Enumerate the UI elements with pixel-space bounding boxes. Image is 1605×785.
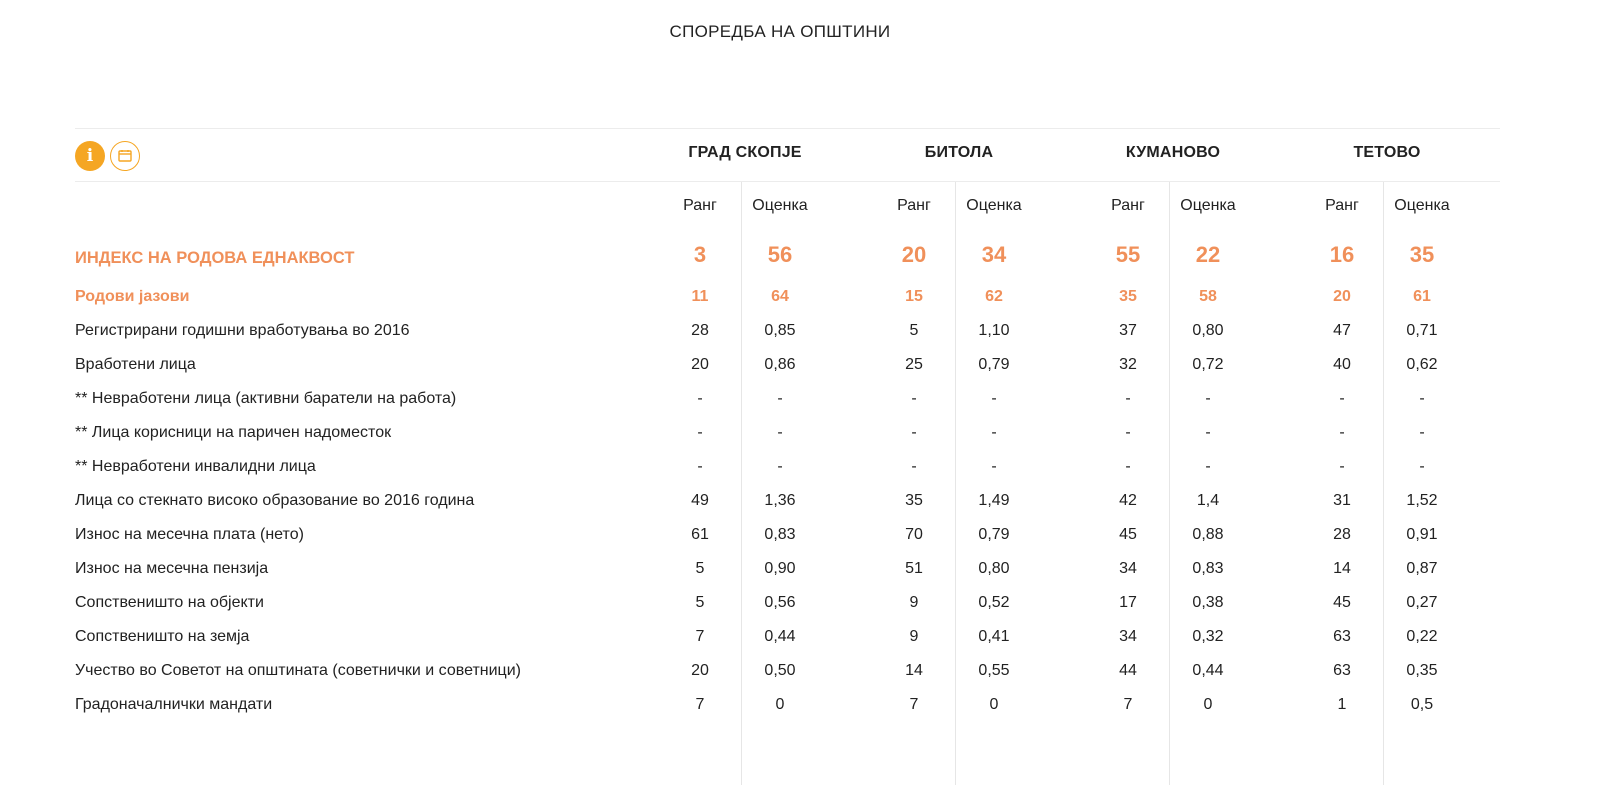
rank-cell: 20: [901, 242, 927, 267]
rank-cell: 1: [1337, 696, 1347, 713]
score-cell: 0,35: [1406, 662, 1438, 679]
rank-cell: -: [911, 390, 917, 407]
rank-cell: -: [911, 424, 917, 441]
row-label: Градоначалнички мандати: [75, 696, 273, 713]
rank-cell: 7: [695, 628, 705, 645]
score-cell: 1,4: [1196, 492, 1220, 509]
municipality-header[interactable]: ГРАД СКОПЈЕ: [688, 144, 802, 161]
rank-cell: 25: [905, 356, 923, 373]
rank-cell: -: [1125, 424, 1131, 441]
rank-cell: 34: [1119, 560, 1137, 577]
header-divider-bottom: [75, 181, 1500, 182]
score-cell: 0,72: [1192, 356, 1224, 373]
rank-cell: 7: [909, 696, 919, 713]
score-cell: -: [991, 458, 997, 475]
rank-cell: -: [1125, 458, 1131, 475]
column-divider: [1383, 182, 1384, 785]
row-label: ** Лица корисници на паричен надоместок: [75, 424, 392, 441]
score-cell: 0,56: [764, 594, 796, 611]
rank-cell: 40: [1333, 356, 1351, 373]
column-divider: [955, 182, 956, 785]
header-divider-top: [75, 128, 1500, 129]
row-label: Регистрирани годишни вработувања во 2016: [75, 322, 410, 339]
score-cell: 0,52: [978, 594, 1010, 611]
score-cell: 0,32: [1192, 628, 1224, 645]
score-cell: -: [991, 424, 997, 441]
rank-cell: 35: [1119, 288, 1137, 305]
rank-cell: 5: [695, 594, 705, 611]
score-cell: 0,79: [978, 526, 1010, 543]
row-label: ** Невработени инвалидни лица: [75, 458, 316, 475]
rank-cell: -: [697, 390, 703, 407]
score-cell: -: [1205, 424, 1211, 441]
rank-cell: -: [697, 424, 703, 441]
rank-cell: 20: [1333, 288, 1351, 305]
score-cell: 0,44: [1192, 662, 1224, 679]
rank-cell: 14: [1333, 560, 1351, 577]
rank-cell: 63: [1333, 662, 1351, 679]
rank-cell: 7: [695, 696, 705, 713]
rank-cell: 20: [691, 356, 709, 373]
score-cell: 0,62: [1406, 356, 1438, 373]
rank-cell: -: [1339, 458, 1345, 475]
info-icon: i: [86, 146, 94, 166]
score-cell: -: [1205, 390, 1211, 407]
municipality-header[interactable]: КУМАНОВО: [1125, 144, 1221, 161]
rank-cell: -: [1125, 390, 1131, 407]
row-label: Сопственишто на објекти: [75, 594, 264, 611]
score-cell: 58: [1199, 288, 1217, 305]
score-cell: -: [1205, 458, 1211, 475]
score-cell: 61: [1413, 288, 1431, 305]
score-cell: 1,10: [978, 322, 1010, 339]
rank-header: Ранг: [1325, 197, 1359, 214]
rank-cell: 45: [1119, 526, 1137, 543]
score-cell: 0,88: [1192, 526, 1224, 543]
rank-cell: 63: [1333, 628, 1351, 645]
score-cell: 0,83: [764, 526, 796, 543]
score-cell: -: [1419, 390, 1425, 407]
rank-cell: -: [911, 458, 917, 475]
rank-cell: 42: [1119, 492, 1137, 509]
row-label: Лица со стекнато високо образование во 2016 година: [75, 492, 475, 509]
score-cell: 1,52: [1406, 492, 1438, 509]
municipality-header[interactable]: БИТОЛА: [924, 144, 994, 161]
score-header: Оценка: [966, 197, 1022, 214]
column-divider: [741, 182, 742, 785]
score-cell: 0,41: [978, 628, 1010, 645]
score-cell: 0: [775, 696, 785, 713]
score-header: Оценка: [752, 197, 808, 214]
rank-cell: 3: [693, 242, 707, 267]
rank-cell: 20: [691, 662, 709, 679]
score-cell: -: [991, 390, 997, 407]
rank-cell: 37: [1119, 322, 1137, 339]
score-cell: 0,27: [1406, 594, 1438, 611]
score-cell: 0,50: [764, 662, 796, 679]
row-label: Вработени лица: [75, 356, 196, 373]
rank-cell: -: [1339, 424, 1345, 441]
rank-cell: 55: [1115, 242, 1141, 267]
score-cell: 0,44: [764, 628, 796, 645]
score-cell: 1,36: [764, 492, 796, 509]
row-label[interactable]: Родови јазови: [75, 288, 190, 305]
rank-cell: 15: [905, 288, 923, 305]
row-label: Сопственишто на земја: [75, 628, 250, 645]
score-cell: 0,85: [764, 322, 796, 339]
score-cell: 0,79: [978, 356, 1010, 373]
row-label: Учество во Советот на општината (советнички и советници): [75, 662, 521, 679]
score-cell: 34: [981, 242, 1007, 267]
rank-cell: 61: [691, 526, 709, 543]
score-cell: -: [777, 424, 783, 441]
rank-cell: 35: [905, 492, 923, 509]
score-cell: 0,91: [1406, 526, 1438, 543]
row-label: ** Невработени лица (активни баратели на работа): [75, 390, 457, 407]
score-cell: 62: [985, 288, 1003, 305]
score-cell: 35: [1409, 242, 1435, 267]
rank-cell: 14: [905, 662, 923, 679]
score-cell: 0,80: [978, 560, 1010, 577]
rank-cell: 11: [691, 288, 709, 305]
rank-cell: 17: [1119, 594, 1137, 611]
score-cell: -: [777, 390, 783, 407]
rank-cell: 32: [1119, 356, 1137, 373]
score-cell: -: [1419, 424, 1425, 441]
rank-cell: 5: [695, 560, 705, 577]
info-button[interactable]: [75, 141, 105, 171]
score-cell: 0,55: [978, 662, 1010, 679]
rank-cell: 34: [1119, 628, 1137, 645]
score-cell: 1,49: [978, 492, 1010, 509]
score-cell: 0,71: [1406, 322, 1438, 339]
score-cell: -: [777, 458, 783, 475]
score-cell: 0: [1203, 696, 1213, 713]
calendar-icon: [118, 149, 132, 163]
score-cell: -: [1419, 458, 1425, 475]
score-cell: 0,83: [1192, 560, 1224, 577]
score-header: Оценка: [1180, 197, 1236, 214]
rank-cell: 45: [1333, 594, 1351, 611]
score-cell: 0,5: [1410, 696, 1434, 713]
rank-cell: 9: [909, 594, 919, 611]
rank-cell: -: [1339, 390, 1345, 407]
column-divider: [1169, 182, 1170, 785]
score-cell: 0: [989, 696, 999, 713]
rank-cell: -: [697, 458, 703, 475]
score-cell: 0,87: [1406, 560, 1438, 577]
rank-header: Ранг: [683, 197, 717, 214]
rank-cell: 47: [1333, 322, 1351, 339]
score-cell: 0,38: [1192, 594, 1224, 611]
rank-cell: 28: [691, 322, 709, 339]
rank-cell: 44: [1119, 662, 1137, 679]
score-cell: 0,80: [1192, 322, 1224, 339]
rank-header: Ранг: [1111, 197, 1145, 214]
calendar-button[interactable]: [110, 141, 140, 171]
score-cell: 64: [771, 288, 789, 305]
rank-cell: 70: [905, 526, 923, 543]
rank-cell: 28: [1333, 526, 1351, 543]
rank-header: Ранг: [897, 197, 931, 214]
row-label: Износ на месечна пензија: [75, 560, 269, 577]
rank-cell: 16: [1329, 242, 1355, 267]
page-title: СПОРЕДБА НА ОПШТИНИ: [669, 22, 891, 41]
rank-cell: 51: [905, 560, 923, 577]
row-label: Износ на месечна плата (нето): [75, 526, 304, 543]
score-cell: 56: [767, 242, 793, 267]
score-cell: 0,90: [764, 560, 796, 577]
row-label[interactable]: ИНДЕКС НА РОДОВА ЕДНАКВОСТ: [75, 249, 355, 267]
rank-cell: 5: [909, 322, 919, 339]
rank-cell: 9: [909, 628, 919, 645]
score-cell: 0,86: [764, 356, 796, 373]
score-cell: 22: [1195, 242, 1221, 267]
score-cell: 0,22: [1406, 628, 1438, 645]
score-header: Оценка: [1394, 197, 1450, 214]
rank-cell: 31: [1333, 492, 1351, 509]
municipality-header[interactable]: ТЕТОВО: [1353, 144, 1421, 161]
rank-cell: 49: [691, 492, 709, 509]
rank-cell: 7: [1123, 696, 1133, 713]
